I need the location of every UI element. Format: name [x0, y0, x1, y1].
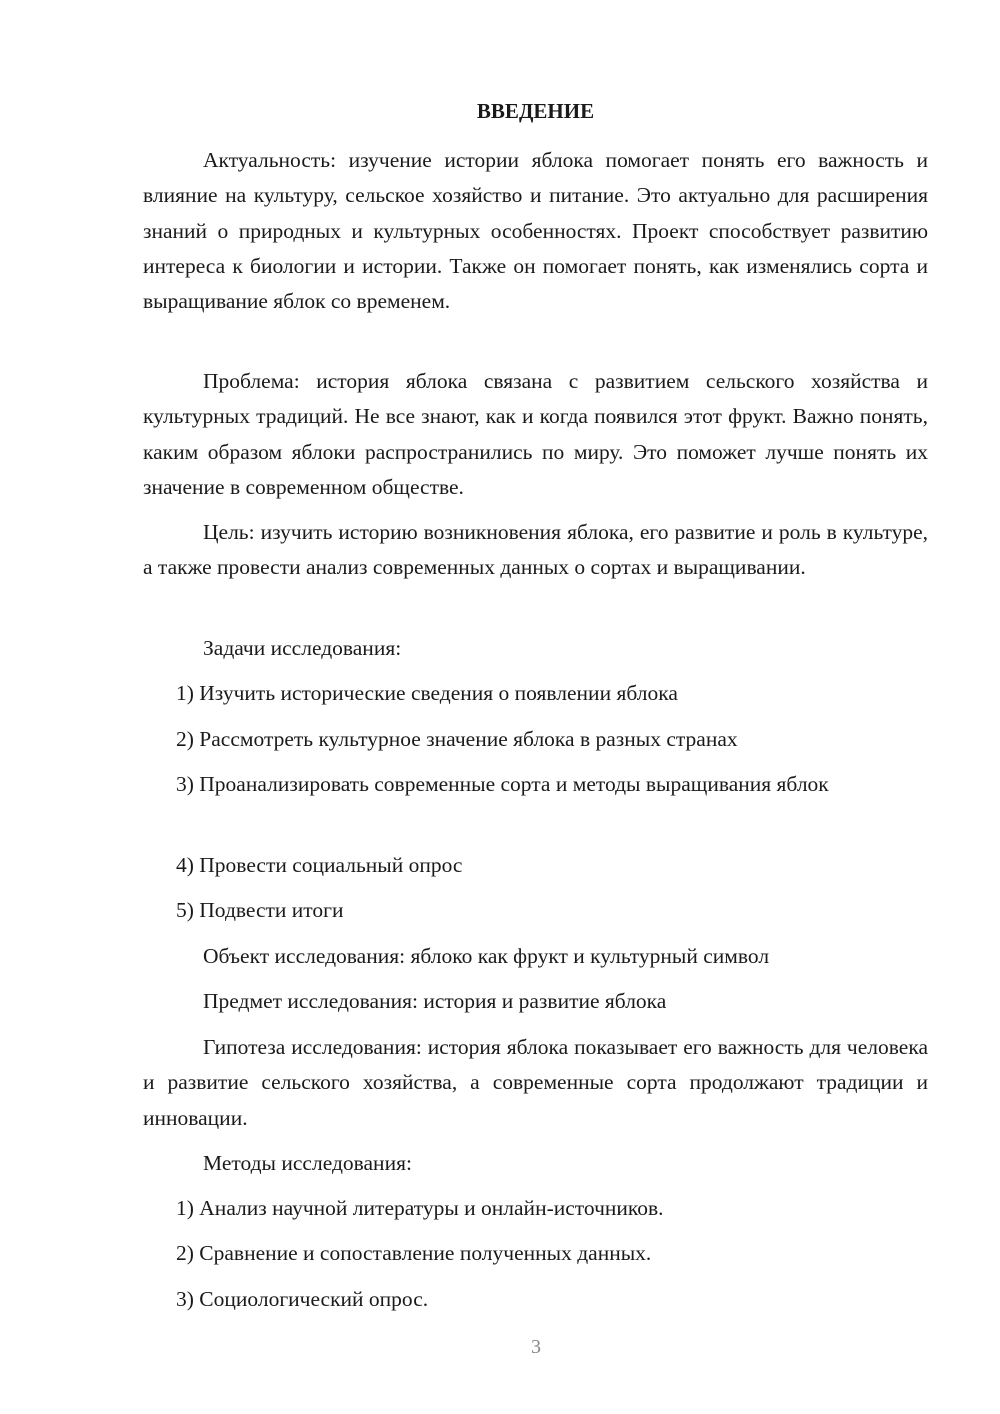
task-item-2: 2) Рассмотреть культурное значение яблока в разных странах — [176, 727, 738, 751]
research-subject: Предмет исследования: история и развитие яблока — [203, 989, 667, 1013]
page-title: ВВЕДЕНИЕ — [476, 99, 595, 123]
research-object: Объект исследования: яблоко как фрукт и культурный символ — [203, 944, 770, 968]
relevance-paragraph: Актуальность: изучение истории яблока помогает понять его важность и влияние на культуру, сельское хозяйство и питание. Это актуально для расширения знаний о природных и культурных особенностях. Проект способствует развитию интереса к биологии и истории. Также он помогает понять, как изменялись сорта и выращивание яблок со временем. — [143, 148, 928, 314]
method-item-1: 1) Анализ научной литературы и онлайн-источников. — [176, 1196, 664, 1220]
task-item-4: 4) Провести социальный опрос — [176, 853, 463, 877]
task-item-5: 5) Подвести итоги — [176, 898, 344, 922]
task-item-3: 3) Проанализировать современные сорта и методы выращивания яблок — [176, 772, 829, 796]
problem-paragraph: Проблема: история яблока связана с развитием сельского хозяйства и культурных традиций. Не все знают, как и когда появился этот фрукт. Важно понять, каким образом яблоки распространились по миру. Это поможет лучше понять их значение в современном обществе. — [143, 369, 928, 499]
goal-paragraph: Цель: изучить историю возникновения яблока, его развитие и роль в культуре, а также провести анализ современных данных о сортах и выращивании. — [143, 520, 928, 580]
hypothesis-paragraph: Гипотеза исследования: история яблока показывает его важность для человека и развитие сельского хозяйства, а современные сорта продолжают традиции и инновации. — [143, 1035, 928, 1130]
methods-heading: Методы исследования: — [203, 1151, 412, 1175]
tasks-heading: Задачи исследования: — [203, 636, 402, 660]
method-item-3: 3) Социологический опрос. — [176, 1287, 429, 1311]
page-number: 3 — [531, 1336, 541, 1358]
method-item-2: 2) Сравнение и сопоставление полученных данных. — [176, 1241, 652, 1265]
task-item-1: 1) Изучить исторические сведения о появлении яблока — [176, 681, 678, 705]
